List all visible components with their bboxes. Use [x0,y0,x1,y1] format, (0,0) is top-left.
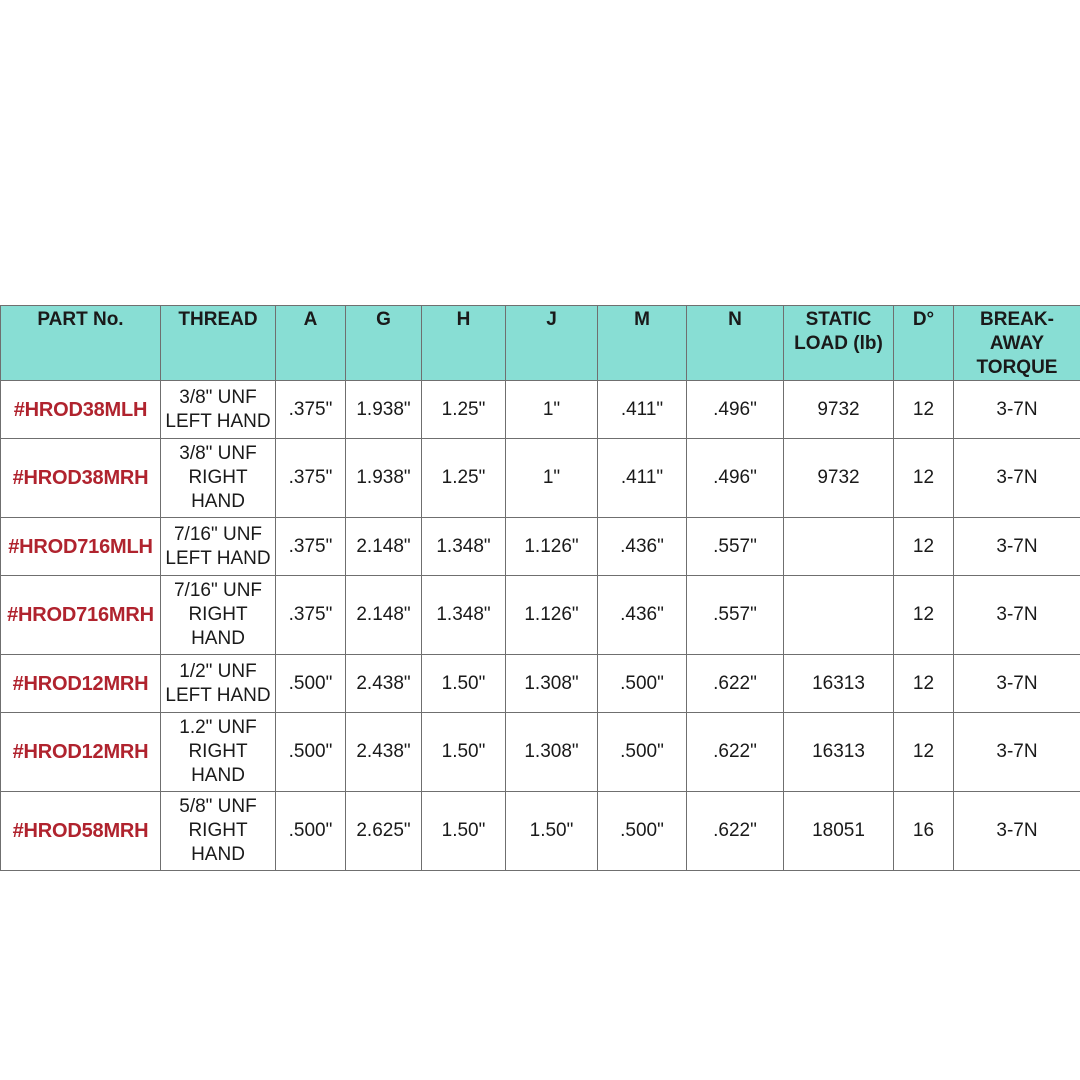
thread-cell [161,792,276,871]
thread-line: LEFT HAND [165,684,271,706]
cell-static-load: 9732 [784,381,894,439]
cell-static-load: 16313 [784,655,894,713]
cell-a: .500" [276,713,346,792]
cell-j: 1" [506,439,598,518]
thread-cell [161,713,276,792]
thread-line: 7/16" UNF [173,523,263,545]
cell-static-load: 16313 [784,713,894,792]
cell-n: .557" [687,576,784,655]
cell-d: 12 [894,713,954,792]
table-row [1,655,1080,713]
cell-static-load [784,576,894,655]
cell-m: .411" [598,439,687,518]
part-number-cell: #HROD12MRH [1,713,161,792]
part-number-cell: #HROD12MRH [1,655,161,713]
thread-line: 1.2" UNF [179,717,257,738]
table-row [1,518,1080,576]
header-a: A [276,306,346,381]
thread-line: LEFT HAND [165,547,271,569]
cell-d: 12 [894,518,954,576]
cell-g: 2.148" [346,576,422,655]
cell-g: 1.938" [346,381,422,439]
header-part-no: PART No. [1,306,161,381]
cell-torque: 3-7N [954,576,1080,655]
cell-d: 12 [894,576,954,655]
header-static-load [784,306,894,381]
cell-n: .496" [687,439,784,518]
cell-g: 1.938" [346,439,422,518]
thread-cell [161,439,276,518]
header-breakaway-line1: BREAK-AWAY [980,309,1054,354]
thread-line: 7/16" UNF [173,580,263,601]
cell-static-load: 18051 [784,792,894,871]
header-breakaway-line2: TORQUE [976,357,1058,378]
cell-j: 1.126" [506,518,598,576]
cell-a: .500" [276,792,346,871]
thread-line: RIGHT [188,604,248,625]
thread-line: RIGHT [188,467,248,488]
cell-m: .436" [598,518,687,576]
header-n: N [687,306,784,381]
cell-d: 12 [894,439,954,518]
header-d-degree: D° [894,306,954,381]
cell-h: 1.348" [422,576,506,655]
cell-torque: 3-7N [954,713,1080,792]
cell-m: .500" [598,655,687,713]
header-static-load-line1: STATIC [805,309,872,330]
cell-h: 1.50" [422,713,506,792]
cell-j: 1" [506,381,598,439]
thread-cell [161,518,276,576]
cell-j: 1.126" [506,576,598,655]
cell-g: 2.438" [346,655,422,713]
cell-j: 1.50" [506,792,598,871]
thread-line: 3/8" UNF [179,386,257,408]
spec-table [0,305,1080,871]
cell-torque: 3-7N [954,518,1080,576]
part-number-cell: #HROD38MLH [1,381,161,439]
cell-n: .557" [687,518,784,576]
cell-torque: 3-7N [954,381,1080,439]
part-number-cell: #HROD716MLH [1,518,161,576]
header-row [1,306,1080,381]
cell-h: 1.50" [422,655,506,713]
cell-a: .500" [276,655,346,713]
table-row [1,381,1080,439]
cell-j: 1.308" [506,713,598,792]
cell-h: 1.25" [422,381,506,439]
thread-line: 5/8" UNF [179,796,257,817]
cell-h: 1.50" [422,792,506,871]
header-g: G [346,306,422,381]
header-m: M [598,306,687,381]
table-body [1,381,1080,871]
cell-m: .411" [598,381,687,439]
cell-a: .375" [276,381,346,439]
thread-cell [161,576,276,655]
cell-m: .500" [598,713,687,792]
cell-h: 1.25" [422,439,506,518]
header-static-load-line2: LOAD (lb) [794,333,883,354]
header-thread: THREAD [161,306,276,381]
cell-d: 12 [894,381,954,439]
table-row [1,576,1080,655]
thread-line: 3/8" UNF [179,443,257,464]
header-h: H [422,306,506,381]
thread-line: LEFT HAND [165,410,271,432]
header-breakaway-torque [954,306,1080,381]
thread-cell [161,655,276,713]
table-row [1,713,1080,792]
cell-torque: 3-7N [954,439,1080,518]
table-row [1,439,1080,518]
thread-line: RIGHT [188,820,248,841]
part-number-cell: #HROD58MRH [1,792,161,871]
thread-cell [161,381,276,439]
cell-n: .622" [687,655,784,713]
cell-torque: 3-7N [954,655,1080,713]
thread-line: HAND [191,765,245,786]
cell-h: 1.348" [422,518,506,576]
cell-a: .375" [276,518,346,576]
part-number-cell: #HROD38MRH [1,439,161,518]
table-row [1,792,1080,871]
cell-a: .375" [276,439,346,518]
thread-line: HAND [191,844,245,865]
cell-torque: 3-7N [954,792,1080,871]
thread-line: HAND [191,628,245,649]
cell-n: .496" [687,381,784,439]
part-number-cell: #HROD716MRH [1,576,161,655]
cell-static-load [784,518,894,576]
cell-n: .622" [687,713,784,792]
cell-m: .436" [598,576,687,655]
thread-line: HAND [191,491,245,512]
cell-d: 16 [894,792,954,871]
cell-m: .500" [598,792,687,871]
cell-a: .375" [276,576,346,655]
cell-n: .622" [687,792,784,871]
cell-static-load: 9732 [784,439,894,518]
cell-g: 2.625" [346,792,422,871]
thread-line: RIGHT [188,741,248,762]
cell-j: 1.308" [506,655,598,713]
cell-d: 12 [894,655,954,713]
thread-line: 1/2" UNF [179,660,257,682]
header-j: J [506,306,598,381]
cell-g: 2.438" [346,713,422,792]
cell-g: 2.148" [346,518,422,576]
